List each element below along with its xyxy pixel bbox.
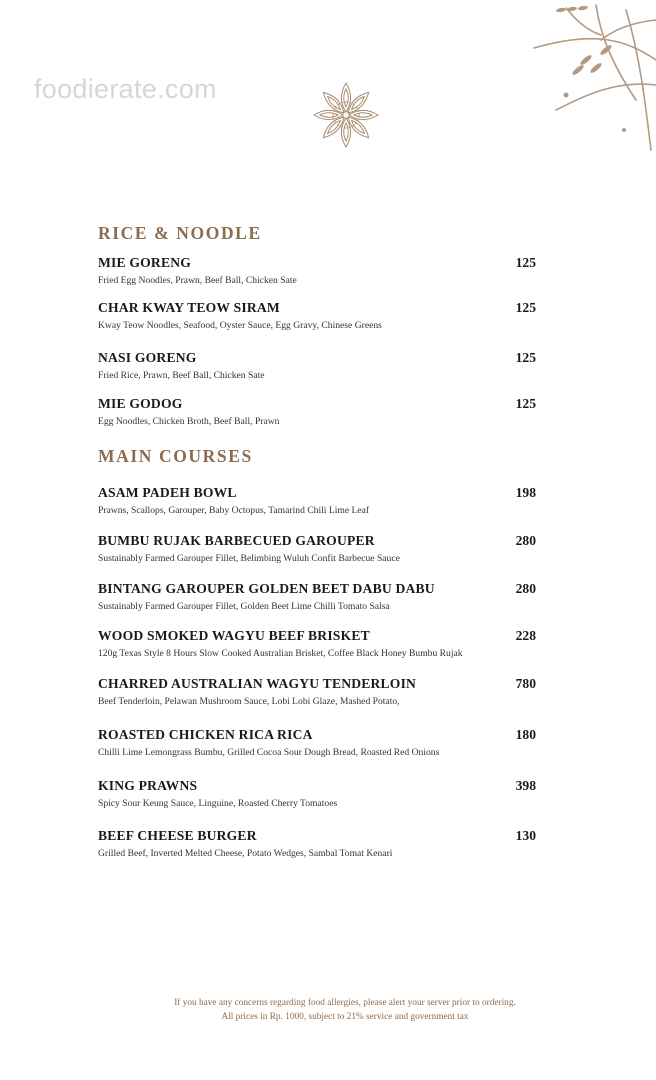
watermark-text: foodierate.com [34, 74, 217, 104]
item-name: CHARRED AUSTRALIAN WAGYU TENDERLOIN [98, 676, 417, 691]
section-title-main-courses: MAIN COURSES [98, 446, 253, 466]
menu-item [98, 627, 538, 660]
menu-item [98, 726, 538, 759]
menu-item [98, 827, 538, 860]
item-price: 280 [515, 533, 536, 548]
menu-item [98, 532, 538, 565]
allergy-notice: If you have any concerns regarding food allergies, please alert your server prior to ordering. [174, 998, 516, 1008]
item-description: Sustainably Farmed Garouper Fillet, Belimbing Wuluh Confit Barbecue Sauce [98, 553, 400, 564]
corner-floral-ornament-icon [506, 0, 656, 155]
item-price: 398 [515, 778, 536, 793]
item-description: Spicy Sour Keung Sauce, Linguine, Roasted Cherry Tomatoes [98, 798, 338, 809]
item-price: 198 [515, 485, 536, 500]
item-price: 130 [515, 828, 536, 843]
item-name: BEEF CHEESE BURGER [98, 828, 257, 843]
price-notice: All prices in Rp. 1000, subject to 21% service and government tax [221, 1011, 469, 1022]
item-price: 780 [515, 676, 536, 691]
item-price: 280 [515, 581, 536, 596]
item-description: 120g Texas Style 8 Hours Slow Cooked Australian Brisket, Coffee Black Honey Bumbu Rujak [98, 648, 463, 659]
item-name: ASAM PADEH BOWL [98, 485, 237, 500]
item-name: BUMBU RUJAK BARBECUED GAROUPER [98, 533, 375, 548]
item-description: Grilled Beef, Inverted Melted Cheese, Potato Wedges, Sambal Tomat Kenari [98, 848, 393, 859]
menu-item [98, 254, 538, 287]
item-name: NASI GORENG [98, 350, 197, 365]
item-description: Fried Rice, Prawn, Beef Ball, Chicken Sate [98, 370, 265, 381]
item-price: 228 [515, 628, 536, 643]
item-price: 180 [515, 727, 536, 742]
menu-item [98, 349, 538, 382]
menu-item [98, 395, 538, 428]
item-description: Chilli Lime Lemongrass Bumbu, Grilled Cocoa Sour Dough Bread, Roasted Red Onions [98, 747, 440, 758]
item-name: WOOD SMOKED WAGYU BEEF BRISKET [98, 628, 370, 643]
menu-item [98, 580, 538, 613]
item-name: CHAR KWAY TEOW SIRAM [98, 300, 280, 315]
item-name: BINTANG GAROUPER GOLDEN BEET DABU DABU [98, 581, 435, 596]
item-description: Egg Noodles, Chicken Broth, Beef Ball, Prawn [98, 416, 280, 427]
footer-note [150, 997, 540, 1024]
mandala-ornament-icon [311, 80, 381, 150]
item-description: Sustainably Farmed Garouper Fillet, Golden Beet Lime Chilli Tomato Salsa [98, 601, 390, 612]
menu-item [98, 299, 538, 332]
item-description: Prawns, Scallops, Garouper, Baby Octopus, Tamarind Chili Lime Leaf [98, 505, 370, 516]
item-price: 125 [515, 255, 536, 270]
item-description: Fried Egg Noodles, Prawn, Beef Ball, Chicken Sate [98, 275, 297, 286]
item-name: MIE GORENG [98, 255, 192, 270]
item-name: KING PRAWNS [98, 778, 198, 793]
item-price: 125 [515, 396, 536, 411]
item-name: ROASTED CHICKEN RICA RICA [98, 727, 313, 742]
item-price: 125 [515, 300, 536, 315]
item-name: MIE GODOG [98, 396, 183, 411]
section-title-rice-noodle: RICE & NOODLE [98, 223, 262, 243]
menu-item [98, 675, 538, 708]
item-description: Kway Teow Noodles, Seafood, Oyster Sauce, Egg Gravy, Chinese Greens [98, 320, 382, 331]
menu-item [98, 777, 538, 810]
item-description: Beef Tenderloin, Pelawan Mushroom Sauce, Lobi Lobi Glaze, Mashed Potato, [98, 696, 400, 707]
item-price: 125 [515, 350, 536, 365]
menu-item [98, 484, 538, 517]
